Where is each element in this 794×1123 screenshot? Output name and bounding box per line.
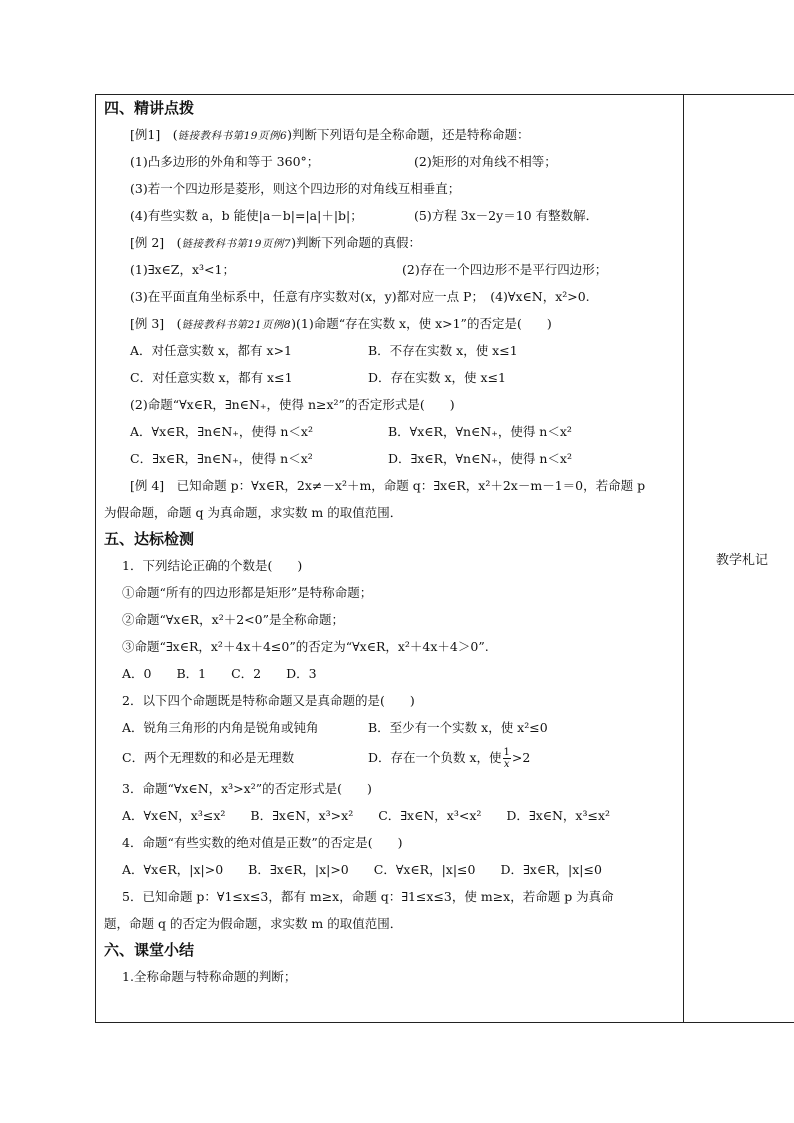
example-1-items-1-2: (1)凸多边形的外角和等于 360°； (2)矩形的对角线不相等； bbox=[130, 154, 557, 169]
textbook-reference: 链接教科书第19页例7 bbox=[181, 238, 292, 250]
notes-label: 教学札记 bbox=[715, 553, 768, 568]
example-3-part-2: (2)命题“∀x∈R，∃n∈N₊，使得 n≥x²”的否定形式是( ) bbox=[130, 397, 455, 412]
example-1-item-3: (3)若一个四边形是菱形，则这个四边形的对角线互相垂直； bbox=[130, 181, 461, 196]
example-3-options-cd: C．对任意实数 x，都有 x≤1 D．存在实数 x，使 x≤1 bbox=[130, 370, 506, 385]
example-3-options-ab: A．对任意实数 x，都有 x>1 B．不存在实数 x，使 x≤1 bbox=[130, 343, 518, 358]
example-3-line: [例 3] (链接教科书第21页例8)(1)命题“存在实数 x，使 x>1”的否定是( ) bbox=[130, 316, 552, 331]
example-3-part2-options-cd: C．∃x∈R，∃n∈N₊，使得 n＜x² D．∃x∈R，∀n∈N₊，使得 n＜x² bbox=[130, 451, 572, 466]
summary-item-1: 1.全称命题与特称命题的判断； bbox=[122, 969, 297, 984]
section-heading-4: 四、精讲点拨 bbox=[104, 99, 195, 117]
lesson-table bbox=[95, 94, 794, 1023]
example-2-items-1-2: (1)∃x∈Z，x³<1； (2)存在一个四边形不是平行四边形； bbox=[130, 262, 608, 277]
example-3-part2-options-ab: A．∀x∈R，∃n∈N₊，使得 n＜x² B．∀x∈R，∀n∈N₊，使得 n＜x² bbox=[130, 424, 572, 439]
example-2-line: [例 2] (链接教科书第19页例7)判断下列命题的真假： bbox=[130, 235, 421, 250]
example-4-line-cont: 为假命题，命题 q 为真命题，求实数 m 的取值范围． bbox=[104, 505, 403, 520]
test-1-question: 1．下列结论正确的个数是( ) bbox=[122, 558, 303, 573]
test-4-options: A．∀x∈R，|x|>0 B．∃x∈R，|x|>0 C．∀x∈R，|x|≤0 D．∃x∈R，|x|≤0 bbox=[122, 862, 602, 877]
test-5-question-cont: 题，命题 q 的否定为假命题，求实数 m 的取值范围． bbox=[104, 916, 403, 931]
example-2-items-3-4: (3)在平面直角坐标系中，任意有序实数对(x，y)都对应一点 P； (4)∀x∈N，x²>0. bbox=[130, 289, 590, 304]
test-1-statement-3: ③命题“∃x∈R，x²＋4x＋4≤0”的否定为“∀x∈R，x²＋4x＋4＞0”. bbox=[122, 639, 489, 654]
test-3-question: 3．命题“∀x∈N，x³>x²”的否定形式是( ) bbox=[122, 781, 372, 796]
example-1-line: [例1] (链接教科书第19页例6)判断下列语句是全称命题，还是特称命题： bbox=[130, 127, 530, 142]
section-heading-6: 六、课堂小结 bbox=[104, 941, 195, 959]
example-4-line: [例 4] 已知命题 p：∀x∈R，2x≠－x²＋m，命题 q：∃x∈R，x²＋2x－m－1＝0，若命题 p bbox=[130, 478, 646, 493]
test-2-question: 2．以下四个命题既是特称命题又是真命题的是( ) bbox=[122, 693, 415, 708]
test-5-question: 5．已知命题 p：∀1≤x≤3，都有 m≥x，命题 q：∃1≤x≤3，使 m≥x，若命题 p 为真命 bbox=[122, 889, 614, 904]
main-column bbox=[104, 95, 680, 990]
test-1-statement-2: ②命题“∀x∈R，x²＋2<0”是全称命题； bbox=[122, 612, 344, 627]
test-1-options: A．0 B．1 C．2 D．3 bbox=[122, 666, 317, 681]
test-3-options: A．∀x∈N，x³≤x² B．∃x∈N，x³>x² C．∃x∈N，x³<x² D．∃x∈N，x³≤x² bbox=[122, 808, 611, 823]
test-1-statement-1: ①命题“所有的四边形都是矩形”是特称命题； bbox=[122, 585, 373, 600]
section-heading-5: 五、达标检测 bbox=[104, 530, 195, 548]
example-1-items-4-5: (4)有些实数 a，b 能使|a－b|=|a|＋|b|； (5)方程 3x－2y＝10 有整数解． bbox=[130, 208, 599, 223]
notes-column bbox=[684, 95, 794, 1022]
textbook-reference: 链接教科书第19页例6 bbox=[177, 130, 288, 142]
textbook-reference: 链接教科书第21页例8 bbox=[181, 319, 292, 331]
test-2-options-ab: A．锐角三角形的内角是锐角或钝角 B．至少有一个实数 x，使 x²≤0 bbox=[122, 720, 548, 735]
test-4-question: 4．命题“有些实数的绝对值是正数”的否定是( ) bbox=[122, 835, 403, 850]
fraction: $\frac{1}{x}$ bbox=[503, 747, 510, 770]
test-2-options-cd: C．两个无理数的和必是无理数 D．存在一个负数 x，使 $\frac{1}{x}$ >2 bbox=[122, 747, 531, 770]
